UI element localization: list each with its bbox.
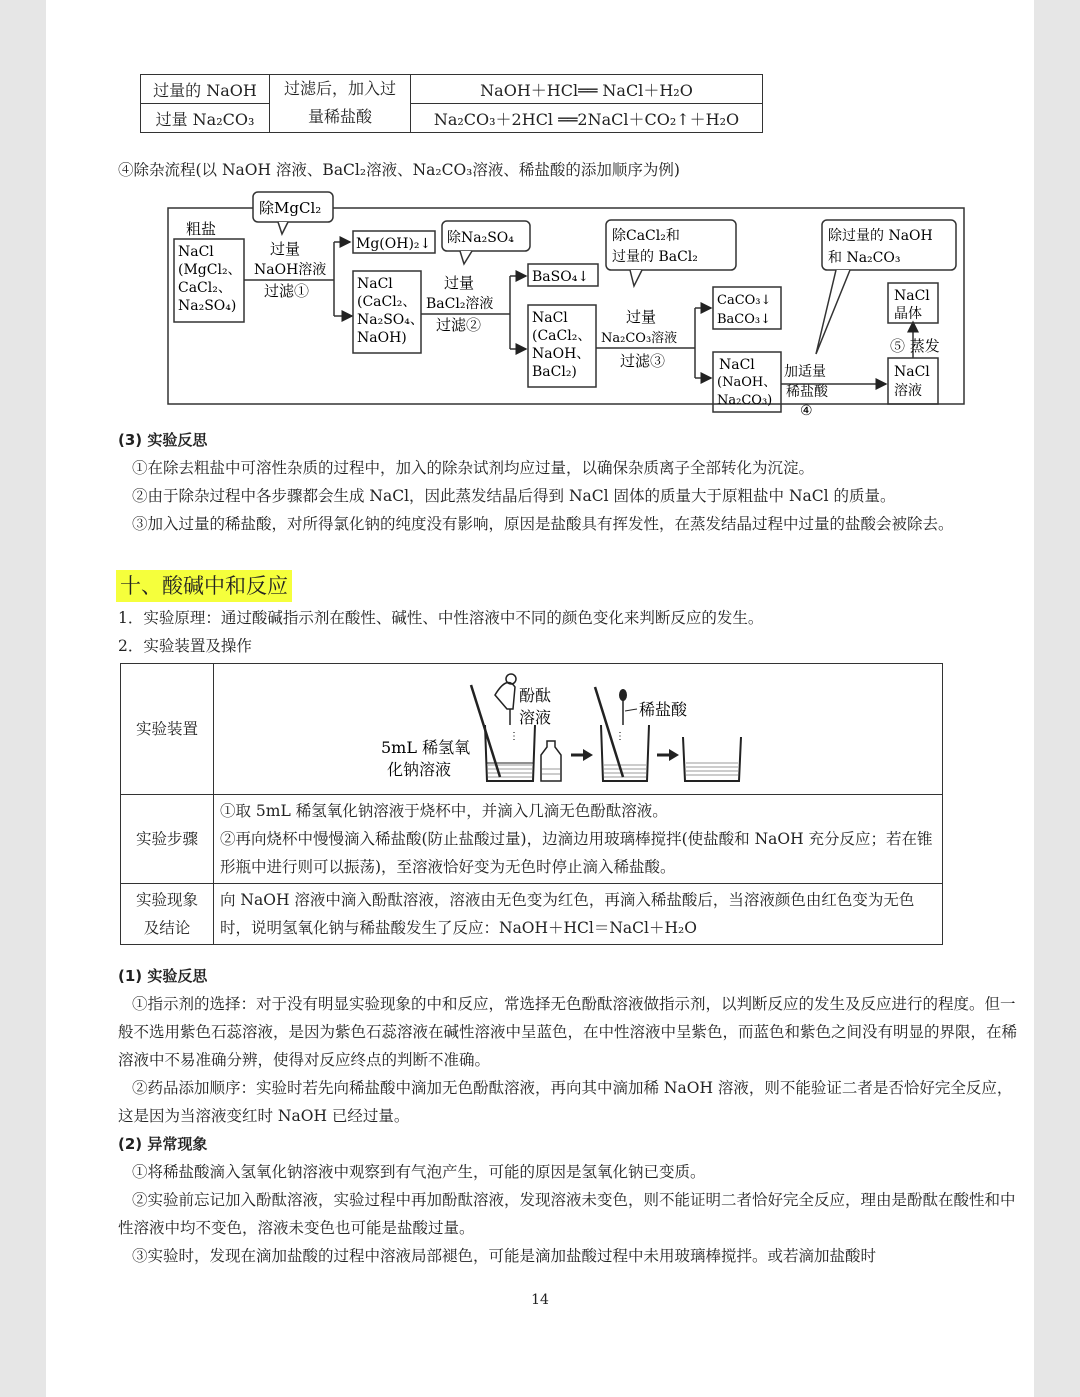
box6-line: 晶体 xyxy=(894,306,922,322)
phenolphthalein-label: 溶液 xyxy=(519,708,552,727)
table-row xyxy=(141,75,763,104)
step3-text: 过滤③ xyxy=(620,352,666,370)
purification-flow-diagram xyxy=(160,188,970,418)
paragraph: ②由于除杂过程中各步骤都会生成 NaCl，因此蒸发结晶后得到 NaCl 固体的质量大于原粗盐中 NaCl 的质量。 xyxy=(132,487,896,505)
table-row xyxy=(141,104,763,133)
table-cell-equation: Na₂CO₃＋2HCl ══2NaCl＋CO₂↑＋H₂O xyxy=(411,104,763,133)
label-line: 实验现象 xyxy=(135,891,198,909)
callout1-text: 除MgCl₂ xyxy=(259,199,322,217)
table-cell: 过量 Na₂CO₃ xyxy=(141,104,270,133)
box6-line: NaCl xyxy=(894,288,930,304)
naoh-label: 5mL 稀氢氧 xyxy=(381,738,471,757)
method-line: 过滤后，加入过 xyxy=(283,79,396,98)
step2-text: 过量 xyxy=(444,274,475,292)
ppt3-text: BaCO₃↓ xyxy=(717,312,772,327)
step-paragraph: ①取 5mL 稀氢氧化钠溶液于烧杯中，并滴入几滴无色酚酞溶液。 xyxy=(220,802,668,820)
method-line: 量稀盐酸 xyxy=(307,107,372,126)
box2-line: Na₂SO₄、 xyxy=(357,312,424,328)
page-number: 14 xyxy=(531,1292,549,1308)
callout3-text: 过量的 BaCl₂ xyxy=(612,249,698,265)
paragraph: ①指示剂的选择：对于没有明显实验现象的中和反应，常选择无色酚酞溶液做指示剂，以判断反应的发生及反应进行的程度。但一般不选用紫色石蕊溶液，是因为紫色石蕊溶液在碱性溶液中呈蓝色，在中性溶液中呈紫色，而蓝色和紫色之间没有明显的界限，在稀溶液中不易准确分辨，使得对反应终点的判断不准确。 xyxy=(118,995,1018,1069)
reagent-table xyxy=(140,74,763,133)
ppt3-text: CaCO₃↓ xyxy=(717,293,772,308)
box2-line: (CaCl₂、 xyxy=(357,294,417,310)
step2-text: BaCl₂溶液 xyxy=(426,296,494,312)
box1-line: (MgCl₂、 xyxy=(178,262,242,278)
box4-line: NaCl xyxy=(719,357,755,373)
callout4-text: 除过量的 NaOH xyxy=(828,228,933,244)
box5-line: 溶液 xyxy=(894,383,922,399)
paragraph: ③实验时，发现在滴加盐酸的过程中溶液局部褪色，可能是滴加盐酸过程中未用玻璃棒搅拌。或若滴加盐酸时 xyxy=(132,1247,877,1265)
paragraph: ②药品添加顺序：实验时若先向稀盐酸中滴加无色酚酞溶液，再向其中滴加稀 NaOH 溶液，则不能验证二者是否恰好完全反应，这是因为当溶液变红时 NaOH 已经过量。 xyxy=(118,1079,1013,1125)
paragraph: 2．实验装置及操作 xyxy=(118,637,252,655)
step3-text: Na₂CO₃溶液 xyxy=(601,331,678,346)
table-row xyxy=(121,884,943,945)
step1-text: 过滤① xyxy=(264,282,310,300)
reflection-section xyxy=(118,426,1018,538)
table-row xyxy=(121,795,943,884)
flow-intro: ④除杂流程(以 NaOH 溶液、BaCl₂溶液、Na₂CO₃溶液、稀盐酸的添加顺序为例) xyxy=(118,161,680,179)
step5-text: ⑤ 蒸发 xyxy=(890,337,940,355)
box1-line: CaCl₂、 xyxy=(178,280,232,296)
phenolphthalein-label: 酚酞 xyxy=(519,686,552,705)
svg-text:⋮: ⋮ xyxy=(615,731,625,742)
box3-line: NaOH、 xyxy=(532,346,591,362)
box3-line: (CaCl₂、 xyxy=(532,328,592,344)
section-heading: 十、酸碱中和反应 xyxy=(116,570,292,602)
reflection-section-2 xyxy=(118,962,1018,1270)
table-cell-equation: NaOH＋HCl══ NaCl＋H₂O xyxy=(411,75,763,104)
callout4-text: 和 Na₂CO₃ xyxy=(828,250,901,266)
step4-text: ④ xyxy=(800,403,813,418)
callout3-text: 除CaCl₂和 xyxy=(612,228,680,244)
table-label xyxy=(121,884,214,945)
table-label: 实验步骤 xyxy=(121,795,214,884)
step1-text: 过量 xyxy=(270,240,301,258)
label-line: 及结论 xyxy=(143,919,191,937)
ppt1-text: Mg(OH)₂↓ xyxy=(356,236,432,252)
crude-salt-label: 粗盐 xyxy=(186,220,217,238)
paragraph: ③加入过量的稀盐酸，对所得氯化钠的纯度没有影响，原因是盐酸具有挥发性，在蒸发结晶过程中过量的盐酸会被除去。 xyxy=(132,515,954,533)
paragraph: ①将稀盐酸滴入氢氧化钠溶液中观察到有气泡产生，可能的原因是氢氧化钠已变质。 xyxy=(132,1163,706,1181)
section-subtitle: (3) 实验反思 xyxy=(118,431,208,449)
step4-text: 加适量 xyxy=(784,364,826,380)
document-page xyxy=(46,0,1034,1397)
experiment-table xyxy=(120,663,943,945)
step2-text: 过滤② xyxy=(436,316,482,334)
ppt2-text: BaSO₄↓ xyxy=(532,269,590,285)
apparatus-illustration xyxy=(215,665,915,793)
box2-line: NaCl xyxy=(357,276,393,292)
box5-line: NaCl xyxy=(894,364,930,380)
svg-text:⋮: ⋮ xyxy=(509,731,519,742)
naoh-label: 化钠溶液 xyxy=(387,760,452,779)
table-label: 实验装置 xyxy=(121,664,214,795)
section-subtitle: (1) 实验反思 xyxy=(118,967,208,985)
box4-line: (NaOH、 xyxy=(717,375,777,390)
table-row xyxy=(121,664,943,795)
principle-section xyxy=(118,604,1018,660)
table-cell: 过量的 NaOH xyxy=(141,75,270,104)
paragraph: ①在除去粗盐中可溶性杂质的过程中，加入的除杂试剂均应过量，以确保杂质离子全部转化为沉淀。 xyxy=(132,459,815,477)
apparatus-cell xyxy=(214,664,943,795)
step4-text: 稀盐酸 xyxy=(786,384,828,400)
box2-line: NaOH) xyxy=(357,330,407,346)
paragraph: 1．实验原理：通过酸碱指示剂在酸性、碱性、中性溶液中不同的颜色变化来判断反应的发生。 xyxy=(118,609,764,627)
step3-text: 过量 xyxy=(626,308,657,326)
callout2-text: 除Na₂SO₄ xyxy=(447,230,514,246)
table-cell-method xyxy=(270,75,411,133)
step-paragraph: ②再向烧杯中慢慢滴入稀盐酸(防止盐酸过量)，边滴边用玻璃棒搅拌(使盐酸和 NaOH 充分反应；若在锥形瓶中进行则可以振荡)，至溶液恰好变为无色时停止滴入稀盐酸。 xyxy=(220,830,933,876)
box4-line: Na₂CO₃) xyxy=(717,393,773,408)
box3-line: BaCl₂) xyxy=(532,364,577,380)
section-subtitle: (2) 异常现象 xyxy=(118,1135,208,1153)
paragraph: ②实验前忘记加入酚酞溶液，实验过程中再加酚酞溶液，发现溶液未变色，则不能证明二者恰好完全反应，理由是酚酞在酸性和中性溶液中均不变色，溶液未变色也可能是盐酸过量。 xyxy=(118,1191,1016,1237)
conclusion-cell: 向 NaOH 溶液中滴入酚酞溶液，溶液由无色变为红色，再滴入稀盐酸后，当溶液颜色由红色变为无色时，说明氢氧化钠与稀盐酸发生了反应：NaOH＋HCl＝NaCl＋H₂O xyxy=(214,884,943,945)
box1-line: Na₂SO₄) xyxy=(178,298,237,314)
hcl-label: 稀盐酸 xyxy=(639,700,688,719)
step1-text: NaOH溶液 xyxy=(254,262,327,278)
steps-cell xyxy=(214,795,943,884)
box3-line: NaCl xyxy=(532,310,568,326)
box1-line: NaCl xyxy=(178,244,214,260)
